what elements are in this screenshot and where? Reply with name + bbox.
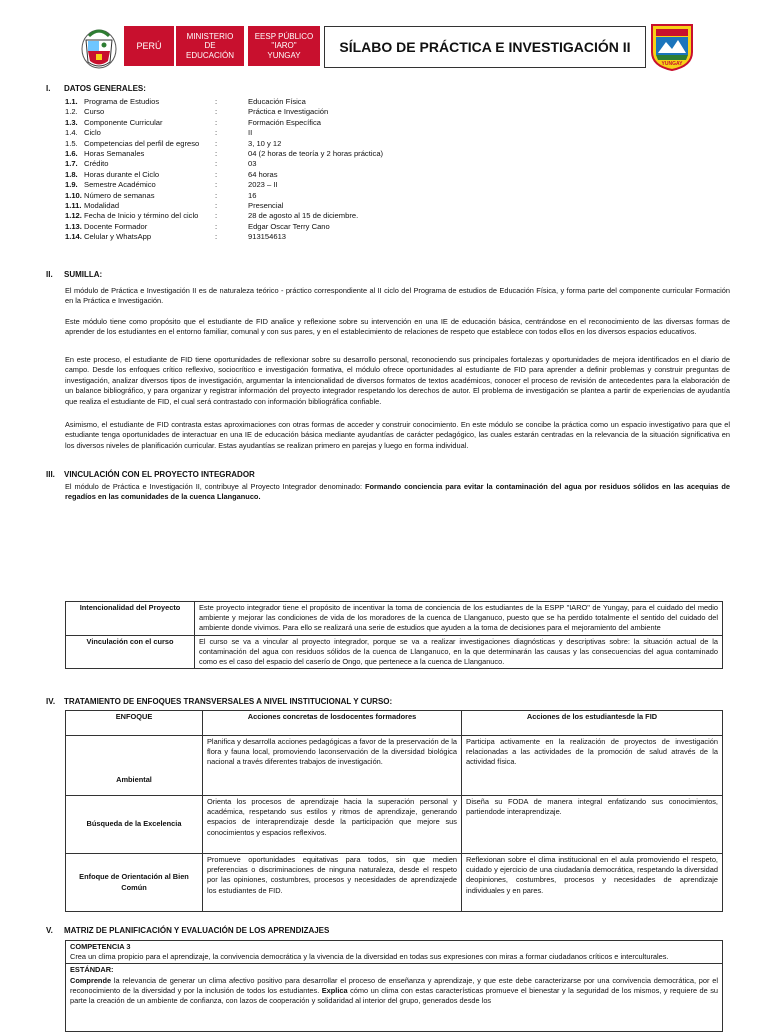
item-number: 1.6. bbox=[65, 149, 78, 158]
item-label: Horas durante el Ciclo bbox=[84, 169, 160, 179]
column-header: ENFOQUE bbox=[66, 711, 203, 736]
item-value: Presencial bbox=[248, 201, 284, 210]
item-label: Semestre Académico bbox=[84, 180, 156, 190]
section-3-heading: III. VINCULACIÓN CON EL PROYECTO INTEGRADOR bbox=[46, 470, 255, 479]
section-5-heading: V. MATRIZ DE PLANIFICACIÓN Y EVALUACIÓN DE LOS APRENDIZAJES bbox=[46, 926, 330, 935]
datos-generales-row bbox=[65, 180, 278, 190]
datos-generales-row bbox=[65, 221, 330, 232]
item-label: Celular y WhatsApp bbox=[84, 232, 152, 242]
proyecto-row-text: Este proyecto integrador tiene el propósito de incentivar la toma de conciencia de los estudiantes de la ESPP "IARO" de Yungay, para el cuidado del medio ambiente y mejorar las condiciones de vida de los moradores de la cuenca de Llanganuco, puesto que se ha perdido totalmente el sentido del cuidado del ambiente donde vivimos. Para ello se realizará una serie de estudios que ayuden a la toma de decisiones para el mejoramiento del ambiente bbox=[195, 602, 723, 636]
proyecto-row-label: Intencionalidad del Proyecto bbox=[66, 602, 195, 636]
sumilla-paragraph-2: Este módulo tiene como propósito que el estudiante de FID analice y reflexione sobre su intervención en una IE de educación básica, centrándose en el reconocimiento de las diversas formas de aprender de los estudiantes en el entorno familiar, comunal y con sus pares, y en el establecimiento de relaciones de respeto que establece con todos ellos en los diversos espacios educativos. bbox=[65, 317, 730, 337]
school-label: EESP PÚBLICO "IARO" YUNGAY bbox=[248, 26, 320, 66]
item-label: Componente Curricular bbox=[84, 117, 163, 127]
enfoque-docentes: Orienta los procesos de aprendizaje hacia la superación personal y académica, respetando sus estilos y ritmos de aprendizaje, generando espacios de interaprendizaje desde la participación que mejore sus conocimientos y espacios reflexivos. bbox=[203, 796, 462, 854]
item-value: 3, 10 y 12 bbox=[248, 138, 282, 148]
datos-generales-row bbox=[65, 117, 322, 128]
estandar-text: Comprende la relevancia de generar un clima afectivo positivo para desarrollar el proceso de enseñanza y aprendizaje, y que este debe caracterizarse por una convivencia democrática, por el reconocimiento de la diversidad y por la inclusión de todos los estudiantes. Explica cómo un clima con estas características promueve el bienestar y la seguridad de los mismos, y requiere de su parte la creación de un ambiente de confianza, con lazos de cooperación y solidaridad al interior del grupo, generados desde los bbox=[70, 975, 719, 1006]
item-colon: : bbox=[215, 97, 218, 106]
column-header: Acciones concretas de losdocentes formadores bbox=[203, 711, 462, 736]
sumilla-paragraph-1: El módulo de Práctica e Investigación II es de naturaleza teórico - práctico correspondiente al II ciclo del Programa de estudios de Educación Física, y forma parte del componente curricular Formación en la Práctica e Investigación. bbox=[65, 286, 730, 306]
yungay-coat-of-arms-logo bbox=[648, 22, 696, 72]
item-number: 1.3. bbox=[65, 117, 78, 127]
item-number: 1.11. bbox=[65, 201, 82, 210]
item-label: Crédito bbox=[84, 159, 109, 169]
competencia-label: COMPETENCIA 3 bbox=[70, 942, 131, 951]
table-header-row bbox=[66, 711, 723, 736]
item-colon: : bbox=[215, 169, 218, 179]
item-colon: : bbox=[215, 107, 218, 117]
datos-generales-row bbox=[65, 138, 282, 149]
item-number: 1.13. bbox=[65, 221, 82, 231]
item-value: 2023 – II bbox=[248, 180, 278, 190]
item-value: 16 bbox=[248, 190, 257, 200]
datos-generales-row bbox=[65, 159, 257, 169]
item-number: 1.7. bbox=[65, 159, 78, 169]
section-1-heading: I. DATOS GENERALES: bbox=[46, 84, 146, 93]
item-label: Programa de Estudios bbox=[84, 97, 160, 106]
document-title: SÍLABO DE PRÁCTICA E INVESTIGACIÓN II bbox=[324, 26, 646, 68]
item-number: 1.10. bbox=[65, 190, 82, 200]
proyecto-row-text: El curso se va a vincular al proyecto integrador, porque se va a realizar investigaciones diagnósticas y descriptivas sobre: la situación actual de la contaminación del agua con residuos sólidos de la cuenca de Llanganuco, en la que determinarán las causas y las consecuencias del agua contaminado como es el caso del espacio del caserío de Ongo, que pertenece a la cuenca de Llanganuco. bbox=[195, 635, 723, 669]
item-value: 913154613 bbox=[248, 232, 287, 242]
enfoque-docentes: Planifica y desarrolla acciones pedagógicas a favor de la preservación de la flora y fauna local, promoviendo laconservación de la diversidad biológica nacional a través diferentes trabajos de investigación. bbox=[203, 736, 462, 796]
yungay-logo-text: YUNGAY bbox=[661, 61, 683, 67]
datos-generales-row bbox=[65, 97, 306, 107]
item-colon: : bbox=[215, 201, 218, 210]
item-number: 1.9. bbox=[65, 180, 78, 190]
competencia-text: Crea un clima propicio para el aprendizaje, la convivencia democrática y la vivencia de la diversidad en todas sus expresiones con miras a formar ciudadanos críticos e interculturales. bbox=[70, 952, 669, 962]
item-colon: : bbox=[215, 232, 218, 242]
item-label: Docente Formador bbox=[84, 221, 148, 231]
enfoques-table bbox=[65, 710, 723, 912]
item-label: Ciclo bbox=[84, 128, 101, 138]
table-row bbox=[66, 854, 723, 912]
item-colon: : bbox=[215, 211, 218, 221]
item-value: 28 de agosto al 15 de diciembre. bbox=[248, 211, 359, 221]
item-colon: : bbox=[215, 138, 218, 148]
ministry-label: MINISTERIO DE EDUCACIÓN bbox=[176, 26, 244, 66]
item-value: 03 bbox=[248, 159, 257, 169]
estandar-label: ESTÁNDAR: bbox=[70, 965, 114, 975]
matriz-box bbox=[65, 940, 723, 1032]
enfoque-estudiantes: Participa activamente en la realización de proyectos de investigación relacionadas a las actividades de la promoción de salud através de la actividad física. bbox=[462, 736, 723, 796]
datos-generales-row bbox=[65, 201, 284, 211]
item-colon: : bbox=[215, 159, 218, 169]
item-value: Edgar Oscar Terry Cano bbox=[248, 221, 330, 231]
item-colon: : bbox=[215, 128, 218, 138]
item-value: Práctica e Investigación bbox=[248, 107, 329, 117]
item-value: 64 horas bbox=[248, 169, 278, 179]
datos-generales-row bbox=[65, 107, 329, 117]
project-name: Formando conciencia para evitar la contaminación del agua por residuos sólidos en las acequias de regadíos en las comunidades de la cuenca Llanganuco. bbox=[65, 482, 730, 502]
section-2-heading: II. SUMILLA: bbox=[46, 270, 103, 279]
table-row bbox=[66, 796, 723, 854]
item-label: Competencias del perfil de egreso bbox=[84, 138, 200, 148]
peru-coat-of-arms-logo bbox=[76, 24, 122, 70]
datos-generales-row bbox=[65, 190, 257, 201]
item-label: Modalidad bbox=[84, 201, 120, 210]
item-number: 1.4. bbox=[65, 128, 78, 138]
enfoque-docentes: Promueve oportunidades equitativas para todos, sin que medien preferencias o discriminaciones de ninguna naturaleza, desde el respeto por las opiniones, costumbres, procesos y necesidades de aprendizajede los estudiantes de FID. bbox=[203, 854, 462, 912]
table-row bbox=[66, 635, 723, 669]
item-value: Formación Específica bbox=[248, 117, 322, 127]
item-value: II bbox=[248, 128, 253, 138]
datos-generales-row bbox=[65, 149, 384, 159]
enfoque-estudiantes: Reflexionan sobre el clima institucional en el aula promoviendo el respeto, cuidado y ejercicio de una ciudadanía democrática, respetando la diversidad deopiniones, costumbres, procesos y necesidades de aprendizaje individuales y en pares. bbox=[462, 854, 723, 912]
enfoque-name: Enfoque de Orientación al Bien Común bbox=[66, 854, 203, 912]
item-number: 1.1. bbox=[65, 97, 78, 106]
proyecto-table bbox=[65, 601, 723, 669]
item-label: Número de semanas bbox=[84, 190, 155, 200]
sumilla-paragraph-4: Asimismo, el estudiante de FID contrasta estas aproximaciones con otras formas de acceder y construir conocimiento. En este módulo se concibe la práctica como un espacio investigativo para que el estudiante tenga oportunidades de interactuar en una IE de educación básica mediante ayudantías de carácter pedagógico, las cuales estarán centradas en la relevancia de la situación significativa en los diversos niveles de planificación curricular. Estas ayudantías se realizan primero en parejas y luego en forma individual. bbox=[65, 420, 730, 450]
table-row bbox=[66, 602, 723, 636]
item-number: 1.12. bbox=[65, 211, 82, 221]
datos-generales-row bbox=[65, 128, 253, 138]
datos-generales-row bbox=[65, 232, 287, 242]
item-label: Curso bbox=[84, 107, 105, 117]
item-label: Fecha de Inicio y término del ciclo bbox=[84, 211, 199, 221]
item-colon: : bbox=[215, 117, 218, 127]
enfoque-name: Búsqueda de la Excelencia bbox=[66, 796, 203, 854]
datos-generales-row bbox=[65, 169, 278, 180]
item-label: Horas Semanales bbox=[84, 149, 145, 158]
item-value: 04 (2 horas de teoría y 2 horas práctica) bbox=[248, 149, 384, 158]
item-colon: : bbox=[215, 149, 218, 158]
item-colon: : bbox=[215, 190, 218, 200]
vinculacion-paragraph: El módulo de Práctica e Investigación II, contribuye al Proyecto Integrador denominado: Formando conciencia para evitar la contaminación del agua por residuos sólidos en las acequias de regadíos en las comunidades de la cuenca Llanganuco. bbox=[65, 482, 730, 502]
competencia-block bbox=[66, 941, 722, 964]
proyecto-row-label: Vinculación con el curso bbox=[66, 635, 195, 669]
item-number: 1.14. bbox=[65, 232, 82, 242]
item-number: 1.5. bbox=[65, 138, 78, 148]
sumilla-paragraph-3: En este proceso, el estudiante de FID tiene oportunidades de reflexionar sobre su desarrollo personal, reconociendo sus principales fortalezas y oportunidades de mejora identificados en el diario de campo. Desde los enfoques crítico reflexivo, sociocrítico e investigación formativa, el módulo ofrece oportunidades al estudiante de FID para aprender a definir problemas y construir preguntas de investigación, analizar diversos tipos de investigación, argumentar la intencionalidad de diversos formatos de textos académicos, conocer el proceso de revisión de antecedentes para la elaboración de un balance bibliográfico, y para organizar y registrar información del proyecto integrador respetando los derechos de autor. El problema de investigación se plantea a partir de experiencias de ayudantía que realiza el estudiante de FID, el cual será contrastado con información bibliográfica confiable. bbox=[65, 355, 730, 406]
item-number: 1.2. bbox=[65, 107, 78, 117]
enfoque-name: Ambiental bbox=[66, 736, 203, 796]
table-row bbox=[66, 736, 723, 796]
item-number: 1.8. bbox=[65, 169, 78, 179]
datos-generales-row bbox=[65, 211, 359, 221]
item-colon: : bbox=[215, 221, 218, 231]
peru-label: PERÚ bbox=[124, 26, 174, 66]
section-4-heading: IV. TRATAMIENTO DE ENFOQUES TRANSVERSALES A NIVEL INSTITUCIONAL Y CURSO: bbox=[46, 697, 393, 706]
enfoque-estudiantes: Diseña su FODA de manera integral enfatizando sus conocimientos, partiendode interaprendizaje. bbox=[462, 796, 723, 854]
item-value: Educación Física bbox=[248, 97, 306, 106]
column-header: Acciones de los estudiantesde la FID bbox=[462, 711, 723, 736]
estandar-block bbox=[66, 964, 722, 1007]
item-colon: : bbox=[215, 180, 218, 190]
